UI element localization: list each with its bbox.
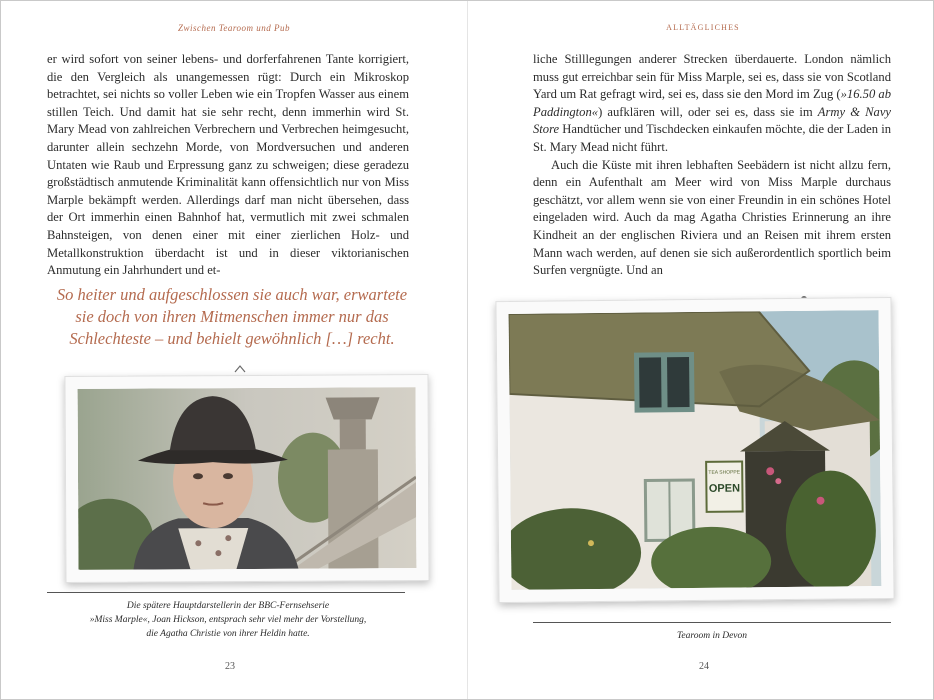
gutter bbox=[467, 1, 468, 699]
right-paragraph-1 bbox=[533, 51, 891, 157]
caption-left bbox=[47, 599, 409, 641]
nail-icon bbox=[234, 365, 246, 373]
pullquote: So heiter und aufgeschlossen sie auch war, erwartete sie doch von ihren Mitmenschen immer nur das Schlechteste – und behielt gewöhnlich […] recht. bbox=[56, 285, 408, 348]
caption-line: Die spätere Hauptdarstellerin der BBC-Fernsehserie bbox=[126, 601, 330, 611]
text-span: ) aufklären will, oder sei es, dass sie im bbox=[598, 104, 818, 119]
caption-rule-right bbox=[533, 622, 891, 623]
tearoom-photo bbox=[495, 297, 894, 603]
caption-right: Tearoom in Devon bbox=[676, 631, 748, 641]
caption-line: die Agatha Christie von ihrer Heldin hatte. bbox=[146, 629, 310, 639]
left-body-text bbox=[47, 51, 409, 280]
store-name: Army & Navy Store bbox=[533, 104, 892, 137]
left-paragraph: er wird sofort von seiner lebens- und dorferfahrenen Tante korrigiert, die den Vergleich als unangemessen rügt: Durch ein Mikroskop betrachtet, sei nichts so voller Leben wie ein Tropfen Wasser aus einem stillen Teich. Und damit hat sie sehr recht, denn immerhin wird St. Mary Mead von zahlreichen Verbrechern und Verbrechen heimgesucht, darunter allein sechzehn Morde, von Mordversuchen und anderen Untaten wie Raub und Erpressung ganz zu schweigen; diese geradezu großstädtisch anmutende Kriminalität kann offensichtlich nur von Miss Marple bekämpft werden. Allerdings darf man nicht übersehen, dass der Ort immerhin einen Bahnhof hat, vermutlich mit zwei schmalen Bahnsteigen, von denen einer mit einer zierlichen Holz- und Metallkonstruktion überdacht ist und in dieser viktorianischen Anmutung ein Jahrhundert und et- bbox=[47, 52, 409, 278]
portrait-illustration bbox=[78, 387, 417, 570]
portrait-photo bbox=[64, 374, 429, 583]
sign-open-text: OPEN bbox=[708, 482, 741, 495]
text-span: Handtücher und Tischdecken einkaufen möchte, die der Laden in St. Mary Mead nicht führt. bbox=[533, 122, 891, 154]
caption-rule-left bbox=[47, 592, 405, 593]
train-title: »16.50 ab Paddington« bbox=[533, 87, 892, 119]
running-head-left: Zwischen Tearoom und Pub bbox=[177, 23, 291, 33]
sign-top-text: TEA SHOPPE bbox=[708, 469, 741, 476]
page-number-right: 24 bbox=[699, 661, 709, 672]
running-head-right: ALLTÄGLICHES bbox=[666, 23, 740, 32]
cottage-illustration bbox=[509, 310, 882, 590]
right-paragraph-2: Auch die Küste mit ihren lebhaften Seebädern ist nicht allzu fern, denn ein Aufenthalt am Meer wird von Miss Marple durchaus geschätzt, vor allem wenn sie von einer Freundin in ein schönes Hotel eingeladen wird. Auch da mag Agatha Christies Erinnerung an ihre Kindheit an der englischen Riviera und an Reisen mit ihrem ersten Mann wach werden, auf denen sie sich außerordentlich sportlich beim Surfen vergnügte. Und an bbox=[533, 157, 891, 278]
text-span: liche Stilllegungen anderer Strecken überdauerte. London nämlich muss gut erreichbar sein für Miss Marple, sei es, dass sie von Scotland Yard um Rat gefragt wird, sei es, dass sie den Mord im Zug ( bbox=[533, 52, 891, 102]
caption-line: »Miss Marple«, Joan Hickson, entsprach sehr viel mehr der Vorstellung, bbox=[89, 615, 367, 625]
page-number-left: 23 bbox=[225, 661, 235, 672]
right-body-text bbox=[533, 51, 891, 280]
